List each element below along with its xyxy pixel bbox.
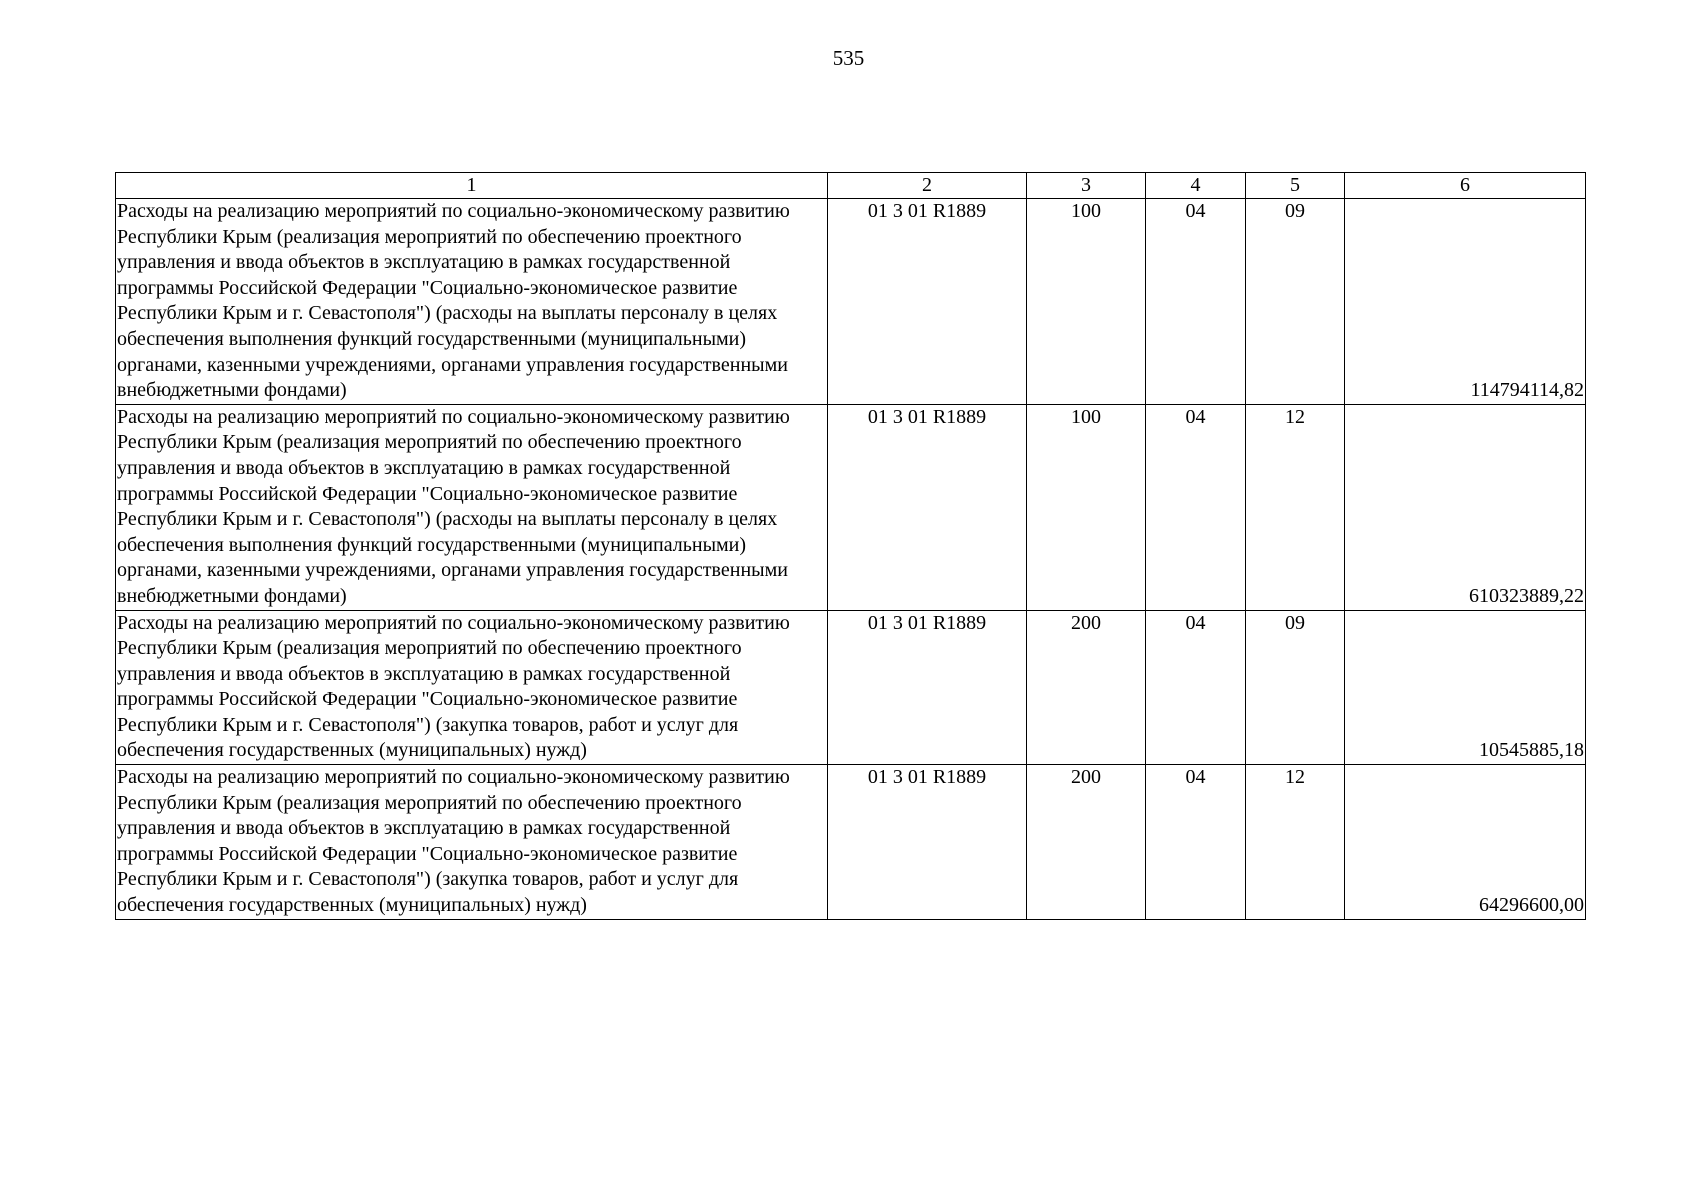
row-amount: 10545885,18: [1345, 610, 1586, 765]
column-header-2: 2: [828, 173, 1027, 199]
table-header-row: [116, 173, 1586, 199]
column-header-1: 1: [116, 173, 828, 199]
row-subsection: 12: [1246, 404, 1345, 610]
table-row: [116, 404, 1586, 610]
row-target-code: 01 3 01 R1889: [828, 404, 1027, 610]
table-row: [116, 610, 1586, 765]
table-row: [116, 199, 1586, 405]
row-expense-type: 100: [1027, 404, 1146, 610]
column-header-3: 3: [1027, 173, 1146, 199]
row-expense-type: 100: [1027, 199, 1146, 405]
row-section: 04: [1146, 765, 1246, 920]
row-expense-type: 200: [1027, 610, 1146, 765]
row-target-code: 01 3 01 R1889: [828, 765, 1027, 920]
row-description: Расходы на реализацию мероприятий по социально-экономическому развитию Республики Крым (реализация мероприятий по обеспечению проектного управления и ввода объектов в эксплуатацию в рамках государственной программы Российской Федерации "Социально-экономическое развитие Республики Крым и г. Севастополя") (закупка товаров, работ и услуг для обеспечения государственных (муниципальных) нужд): [116, 765, 828, 920]
column-header-6: 6: [1345, 173, 1586, 199]
column-header-5: 5: [1246, 173, 1345, 199]
row-amount: 114794114,82: [1345, 199, 1586, 405]
row-subsection: 12: [1246, 765, 1345, 920]
row-description: Расходы на реализацию мероприятий по социально-экономическому развитию Республики Крым (реализация мероприятий по обеспечению проектного управления и ввода объектов в эксплуатацию в рамках государственной программы Российской Федерации "Социально-экономическое развитие Республики Крым и г. Севастополя") (расходы на выплаты персоналу в целях обеспечения выполнения функций государственными (муниципальными) органами, казенными учреждениями, органами управления государственными внебюджетными фондами): [116, 404, 828, 610]
row-section: 04: [1146, 610, 1246, 765]
budget-table: [115, 172, 1586, 920]
row-subsection: 09: [1246, 610, 1345, 765]
row-amount: 64296600,00: [1345, 765, 1586, 920]
row-expense-type: 200: [1027, 765, 1146, 920]
row-description: Расходы на реализацию мероприятий по социально-экономическому развитию Республики Крым (реализация мероприятий по обеспечению проектного управления и ввода объектов в эксплуатацию в рамках государственной программы Российской Федерации "Социально-экономическое развитие Республики Крым и г. Севастополя") (закупка товаров, работ и услуг для обеспечения государственных (муниципальных) нужд): [116, 610, 828, 765]
row-description: Расходы на реализацию мероприятий по социально-экономическому развитию Республики Крым (реализация мероприятий по обеспечению проектного управления и ввода объектов в эксплуатацию в рамках государственной программы Российской Федерации "Социально-экономическое развитие Республики Крым и г. Севастополя") (расходы на выплаты персоналу в целях обеспечения выполнения функций государственными (муниципальными) органами, казенными учреждениями, органами управления государственными внебюджетными фондами): [116, 199, 828, 405]
column-header-4: 4: [1146, 173, 1246, 199]
row-subsection: 09: [1246, 199, 1345, 405]
row-target-code: 01 3 01 R1889: [828, 199, 1027, 405]
row-amount: 610323889,22: [1345, 404, 1586, 610]
page-number: 535: [832, 46, 865, 70]
table-row: [116, 765, 1586, 920]
row-target-code: 01 3 01 R1889: [828, 610, 1027, 765]
row-section: 04: [1146, 404, 1246, 610]
row-section: 04: [1146, 199, 1246, 405]
